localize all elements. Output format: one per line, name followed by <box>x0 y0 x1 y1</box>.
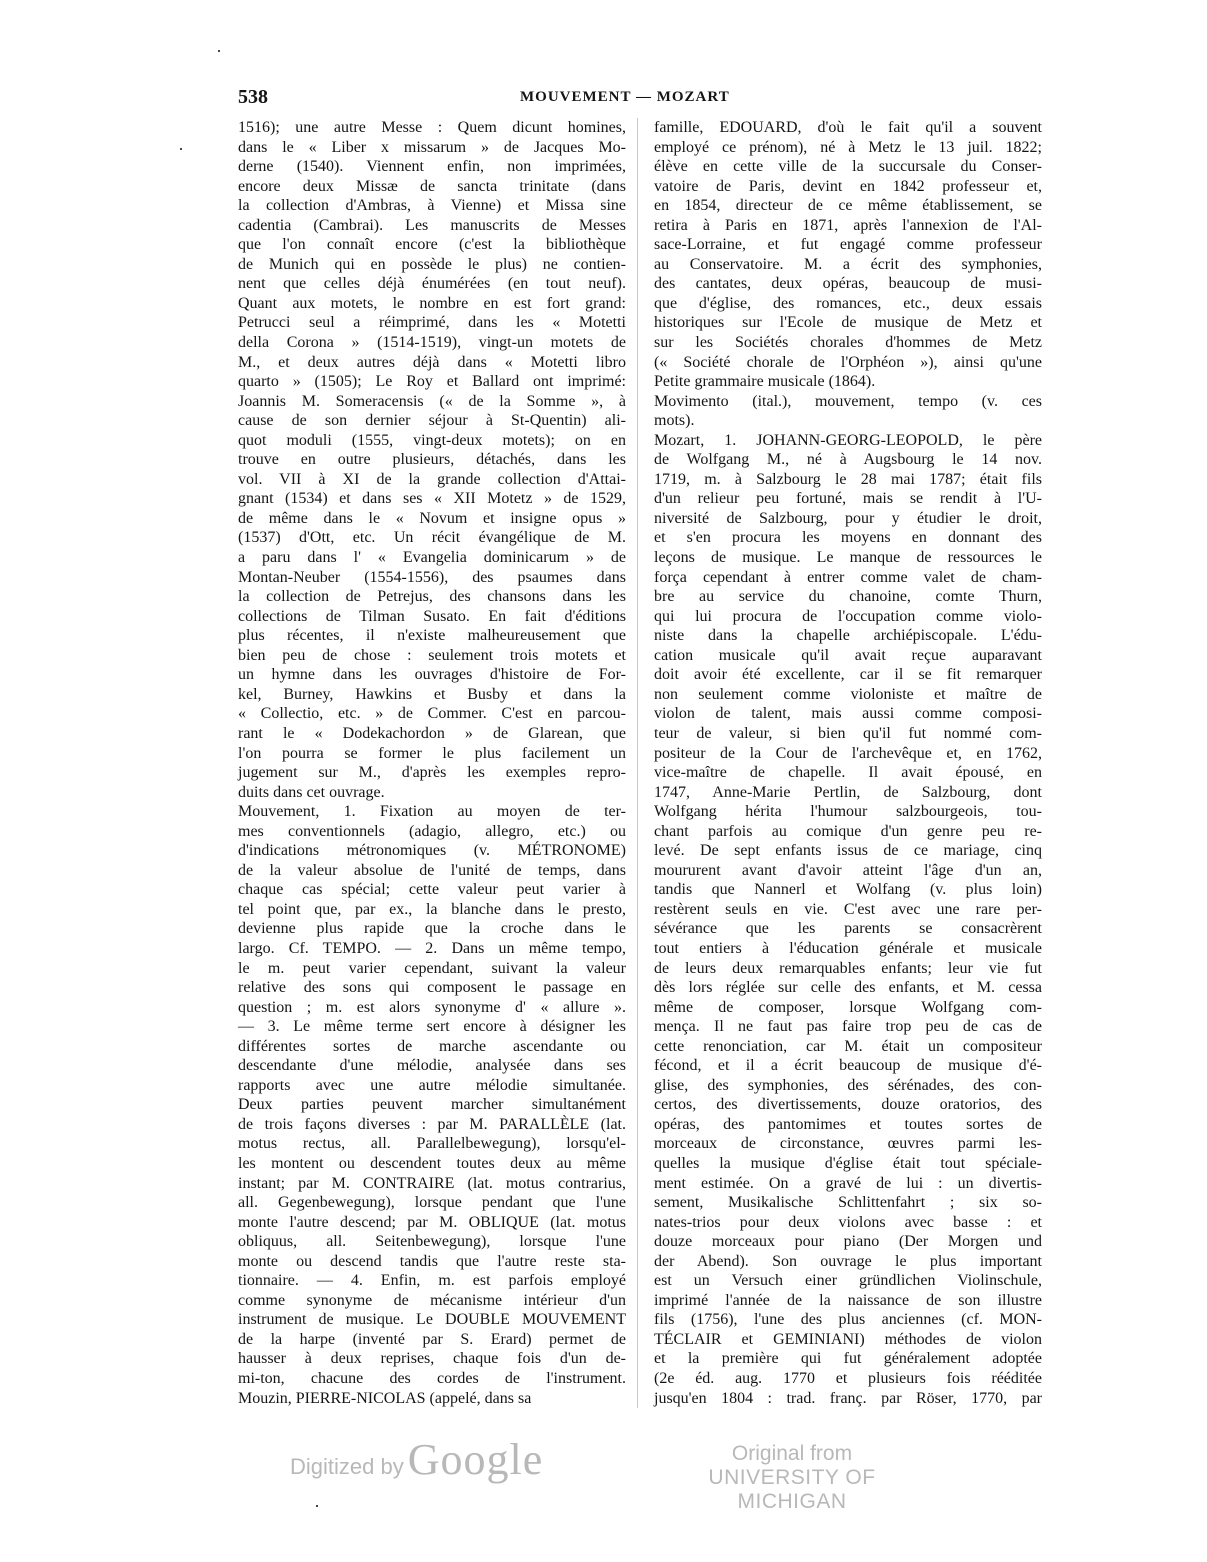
text-line: bre au service du chanoine, comte Thurn, <box>654 588 1042 606</box>
text-line: famille, EDOUARD, d'où le fait qu'il a souvent <box>654 119 1042 136</box>
column-rule <box>637 118 638 1408</box>
text-line: sévérance que les parents se consacrèrent <box>654 920 1042 938</box>
text-line: bien peu de chose : seulement trois motets et <box>238 646 626 664</box>
text-line: Deux parties peuvent marcher simultanément <box>238 1096 626 1114</box>
text-line: instant; par M. CONTRAIRE (lat. motus contrarius, <box>238 1174 626 1192</box>
text-line: cadentia (Cambrai). Les manuscrits de Messes <box>238 216 626 234</box>
text-line: der Abend). Son ouvrage le plus important <box>654 1252 1042 1270</box>
text-line: Petrucci seul a réimprimé, dans les « Motetti <box>238 314 626 332</box>
text-line: que d'église, des romances, etc., deux essais <box>654 294 1042 312</box>
text-line: (« Société chorale de l'Orphéon »), ainsi qu'une <box>654 353 1042 371</box>
text-line: tout entiers à l'éducation générale et musicale <box>654 939 1042 957</box>
text-line: même de composer, lorsque Wolfgang com- <box>654 998 1042 1016</box>
text-line: imprimé l'année de la naissance de son illustre <box>654 1291 1042 1309</box>
text-line: un hymne dans les ouvrages d'histoire de For- <box>238 666 626 684</box>
text-line: della Corona » (1514-1519), vingt-un motets de <box>238 334 626 352</box>
text-line: restèrent seuls en vie. C'est avec une rare per- <box>654 900 1042 918</box>
text-line: Quant aux motets, le nombre en est fort grand: <box>238 294 626 312</box>
text-line: au Conservatoire. M. a écrit des symphonies, <box>654 255 1042 273</box>
text-line: fils (1756), l'une des plus anciennes (cf. MON- <box>654 1311 1042 1329</box>
text-line: moururent avant d'avoir atteint l'âge d'un an, <box>654 861 1042 879</box>
right-column <box>654 118 1042 1408</box>
digitized-by-google-watermark <box>290 1434 543 1485</box>
text-line: morceaux de circonstance, œuvres parmi les- <box>654 1135 1042 1153</box>
text-line: qui lui procura de l'occupation comme violo- <box>654 607 1042 625</box>
text-line: largo. Cf. TEMPO. — 2. Dans un même tempo, <box>238 939 626 957</box>
text-line: trouve en outre plusieurs, détachés, dans les <box>238 451 626 469</box>
text-line: Montan-Neuber (1554-1556), des psaumes dans <box>238 568 626 586</box>
text-line: gnant (1534) et dans ses « XII Motetz » de 1529, <box>238 490 626 508</box>
text-line: est un Versuch einer gründlichen Violinschule, <box>654 1272 1042 1290</box>
text-line: différentes sortes de marche ascendante ou <box>238 1037 626 1055</box>
text-line: dans le « Liber x missarum » de Jacques Mo- <box>238 138 626 156</box>
text-line: de la valeur absolue de l'unité de temps, dans <box>238 861 626 879</box>
text-line: rant le « Dodekachordon » de Glarean, que <box>238 724 626 742</box>
text-line: violon de talent, mais aussi comme composi- <box>654 705 1042 723</box>
text-line: Mozart, 1. JOHANN-GEORG-LEOPOLD, le père <box>654 431 1042 449</box>
text-line: M., et deux autres déjà dans « Motetti libro <box>238 353 626 371</box>
text-line: Mouzin, PIERRE-NICOLAS (appelé, dans sa <box>238 1389 532 1407</box>
text-line: de même dans le « Novum et insigne opus » <box>238 509 626 527</box>
text-line: rapports avec une autre mélodie simultanée. <box>238 1076 626 1094</box>
digitized-by-text: Digitized by <box>290 1454 404 1479</box>
text-line: de Wolfgang M., né à Augsbourg le 14 nov. <box>654 451 1042 469</box>
text-line: douze morceaux pour piano (Der Morgen und <box>654 1233 1042 1251</box>
text-line: la collection d'Ambras, à Vienne) et Missa sine <box>238 197 626 215</box>
text-line: ment estimée. On a gravé de lui : un divertis- <box>654 1174 1042 1192</box>
text-line: descendante d'une mélodie, analysée dans ses <box>238 1057 626 1075</box>
text-line: élève en cette ville de la succursale du Conser- <box>654 158 1042 176</box>
text-line: positeur de la Cour de l'archevêque et, en 1762, <box>654 744 1042 762</box>
text-line: 1719, m. à Salzbourg le 28 mai 1787; était fils <box>654 470 1042 488</box>
text-line: nates-trios pour deux violons avec basse : et <box>654 1213 1042 1231</box>
text-line: tel point que, par ex., la blanche dans le presto, <box>238 900 626 918</box>
text-line: teur de valeur, si bien qu'il fut nommé com- <box>654 724 1042 742</box>
text-line: doit avoir été excellente, car il se fit remarquer <box>654 666 1042 684</box>
text-line: niversité de Salzbourg, pour y étudier le droit, <box>654 509 1042 527</box>
text-line: (2e éd. aug. 1770 et plusieurs fois rééditée <box>654 1370 1042 1387</box>
text-line: vatoire de Paris, devint en 1842 professeur et, <box>654 177 1042 195</box>
google-logo: Google <box>407 1435 544 1484</box>
text-line: cette renonciation, car M. était un compositeur <box>654 1037 1042 1055</box>
text-line: chaque cas spécial; cette valeur peut varier à <box>238 881 626 899</box>
text-line: plus récentes, il n'existe malheureusement que <box>238 627 626 645</box>
text-line: fécond, et il a écrit beaucoup de musique d'é- <box>654 1057 1042 1075</box>
text-line: devienne plus rapide que la croche dans le <box>238 920 626 938</box>
text-line: l'on pourra se former le plus facilement un <box>238 744 626 762</box>
text-line: dès lors réglée sur celle des enfants, et M. cessa <box>654 979 1042 997</box>
text-line: quelles la musique d'église était tout spéciale- <box>654 1154 1042 1172</box>
text-line: sace-Lorraine, et fut engagé comme professeur <box>654 236 1042 254</box>
text-line: le m. peut varier cependant, suivant la valeur <box>238 959 626 977</box>
text-line: niste dans la chapelle archiépiscopale. L'édu- <box>654 627 1042 645</box>
text-line: historiques sur l'Ecole de musique de Metz et <box>654 314 1042 332</box>
text-line: tandis que Nannerl et Wolfang (v. plus loin) <box>654 881 1042 899</box>
text-line: jugement sur M., d'après les exemples repro- <box>238 764 626 782</box>
text-line: mença. Il ne faut pas faire trop peu de cas de <box>654 1018 1042 1036</box>
page-number: 538 <box>238 86 268 108</box>
text-line: nent que celles déjà énumérées (en tout neuf). <box>238 275 626 293</box>
text-line: quot moduli (1555, vingt-deux motets); on en <box>238 431 626 449</box>
text-line: monte l'autre descend; par M. OBLIQUE (lat. motus <box>238 1213 626 1231</box>
text-line: kel, Burney, Hawkins et Busby et dans la <box>238 685 626 703</box>
text-line: cation musicale qu'il avait reçue auparavant <box>654 646 1042 664</box>
text-line: leçons de musique. Le manque de ressources le <box>654 549 1042 567</box>
text-line: all. Gegenbewegung), lorsque pendant que l'une <box>238 1194 626 1212</box>
text-line: « Collectio, etc. » de Commer. C'est en parcou- <box>238 705 626 723</box>
text-line: vol. VII à XI de la grande collection d'Attai- <box>238 470 626 488</box>
text-line: et la première qui fut généralement adoptée <box>654 1350 1042 1368</box>
text-line: instrument de musique. Le DOUBLE MOUVEMENT <box>238 1311 626 1329</box>
text-line: certos, des divertissements, douze oratorios, des <box>654 1096 1042 1114</box>
text-line: sur les Sociétés chorales d'hommes de Metz <box>654 334 1042 352</box>
text-line: d'un relieur peu fortuné, mais se rendit à l'U- <box>654 490 1042 508</box>
text-line: d'indications métronomiques (v. MÉTRONOME) <box>238 842 626 860</box>
text-line: retira à Paris en 1871, après l'annexion de l'Al- <box>654 216 1042 234</box>
text-line: en 1854, directeur de ce même établissement, se <box>654 197 1042 215</box>
text-line: de leurs deux remarquables enfants; leur vie fut <box>654 959 1042 977</box>
text-line: (1537) d'Ott, etc. Un récit évangélique de M. <box>238 529 626 547</box>
scan-speck <box>218 50 220 52</box>
text-line: de la harpe (inventé par S. Erard) permet de <box>238 1330 626 1348</box>
scan-speck <box>180 148 182 150</box>
text-line: — 3. Le même terme sert encore à désigner les <box>238 1018 626 1036</box>
text-line: mes conventionnels (adagio, allegro, etc.) ou <box>238 822 626 840</box>
original-from-watermark <box>668 1442 916 1514</box>
original-from-text: Original from <box>731 1442 853 1465</box>
text-line: chant parfois au comique d'un genre peu re- <box>654 822 1042 840</box>
text-line: les montent ou descendent toutes deux au même <box>238 1154 626 1172</box>
university-text: UNIVERSITY OF MICHIGAN <box>708 1466 876 1513</box>
text-line: 1747, Anne-Marie Pertlin, de Salzbourg, dont <box>654 783 1042 801</box>
text-line: comme synonyme de mécanisme intérieur d'un <box>238 1291 626 1309</box>
text-line: et s'en procura les moyens en donnant des <box>654 529 1042 547</box>
text-line: glise, des symphonies, des sérénades, des con- <box>654 1076 1042 1094</box>
text-line: des cantates, deux opéras, beaucoup de musi- <box>654 275 1042 293</box>
text-line: collections de Tilman Susato. En fait d'éditions <box>238 607 626 625</box>
text-line: jusqu'en 1804 : trad. franç. par Röser, 1770, par <box>654 1389 1042 1407</box>
text-line: força cependant à entrer comme valet de cham- <box>654 568 1042 586</box>
text-line: Mouvement, 1. Fixation au moyen de ter- <box>238 803 626 821</box>
text-line: la collection de Petrejus, des chansons dans les <box>238 588 626 606</box>
text-line: mots). <box>654 412 695 430</box>
text-line: TÉCLAIR et GEMINIANI) méthodes de violon <box>654 1330 1042 1348</box>
left-column <box>238 118 626 1408</box>
text-line: mi-ton, chacune des cordes de l'instrument. <box>238 1370 626 1387</box>
text-line: quarto » (1505); Le Roy et Ballard ont imprimé: <box>238 373 626 391</box>
text-line: hausser à deux reprises, chaque fois d'un de- <box>238 1350 626 1368</box>
text-line: obliquus, all. Seitenbewegung), lorsque l'une <box>238 1233 626 1251</box>
text-line: a paru dans l' « Evangelia dominicarum » de <box>238 549 626 567</box>
text-line: levé. De sept enfants issus de ce mariage, cinq <box>654 842 1042 860</box>
text-line: Joannis M. Someracensis (« de la Somme », à <box>238 392 626 410</box>
text-line: employé ce prénom), né à Metz le 13 juil. 1822; <box>654 138 1042 156</box>
text-line: Wolfgang hérita l'humour salzbourgeois, tou- <box>654 803 1042 821</box>
text-line: que l'on connaît encore (c'est la bibliothèque <box>238 236 626 254</box>
text-line: Movimento (ital.), mouvement, tempo (v. ces <box>654 392 1042 410</box>
text-line: opéras, des pantomimes et toutes sortes de <box>654 1115 1042 1133</box>
text-line: duits dans cet ouvrage. <box>238 783 385 801</box>
text-line: 1516); une autre Messe : Quem dicunt homines, <box>238 119 626 136</box>
text-line: sement, Musikalische Schlittenfahrt ; six so- <box>654 1194 1042 1212</box>
text-line: question ; m. est alors synonyme d' « allure ». <box>238 998 626 1016</box>
text-line: relative des sons qui composent le passage en <box>238 979 626 997</box>
text-line: cause de son dernier séjour à St-Quentin) ali- <box>238 412 626 430</box>
text-line: tionnaire. — 4. Enfin, m. est parfois employé <box>238 1272 626 1290</box>
text-line: derne (1540). Viennent enfin, non imprimées, <box>238 158 626 176</box>
text-line: Petite grammaire musicale (1864). <box>654 373 876 391</box>
text-line: de Munich qui en possède le plus) ne contien- <box>238 255 626 273</box>
text-line: motus rectus, all. Parallelbewegung), lorsqu'el- <box>238 1135 626 1153</box>
scan-speck <box>316 1505 318 1507</box>
text-line: monte ou descend tandis que l'autre reste sta- <box>238 1252 626 1270</box>
text-line: encore deux Missæ de sancta trinitate (dans <box>238 177 626 195</box>
running-head: MOUVEMENT — MOZART <box>520 89 730 105</box>
text-line: de trois façons diverses : par M. PARALLÈLE (lat. <box>238 1115 626 1133</box>
text-line: vice-maître de chapelle. Il avait épousé, en <box>654 764 1042 782</box>
page-header <box>238 86 1038 112</box>
text-line: non seulement comme violoniste et maître de <box>654 685 1042 703</box>
